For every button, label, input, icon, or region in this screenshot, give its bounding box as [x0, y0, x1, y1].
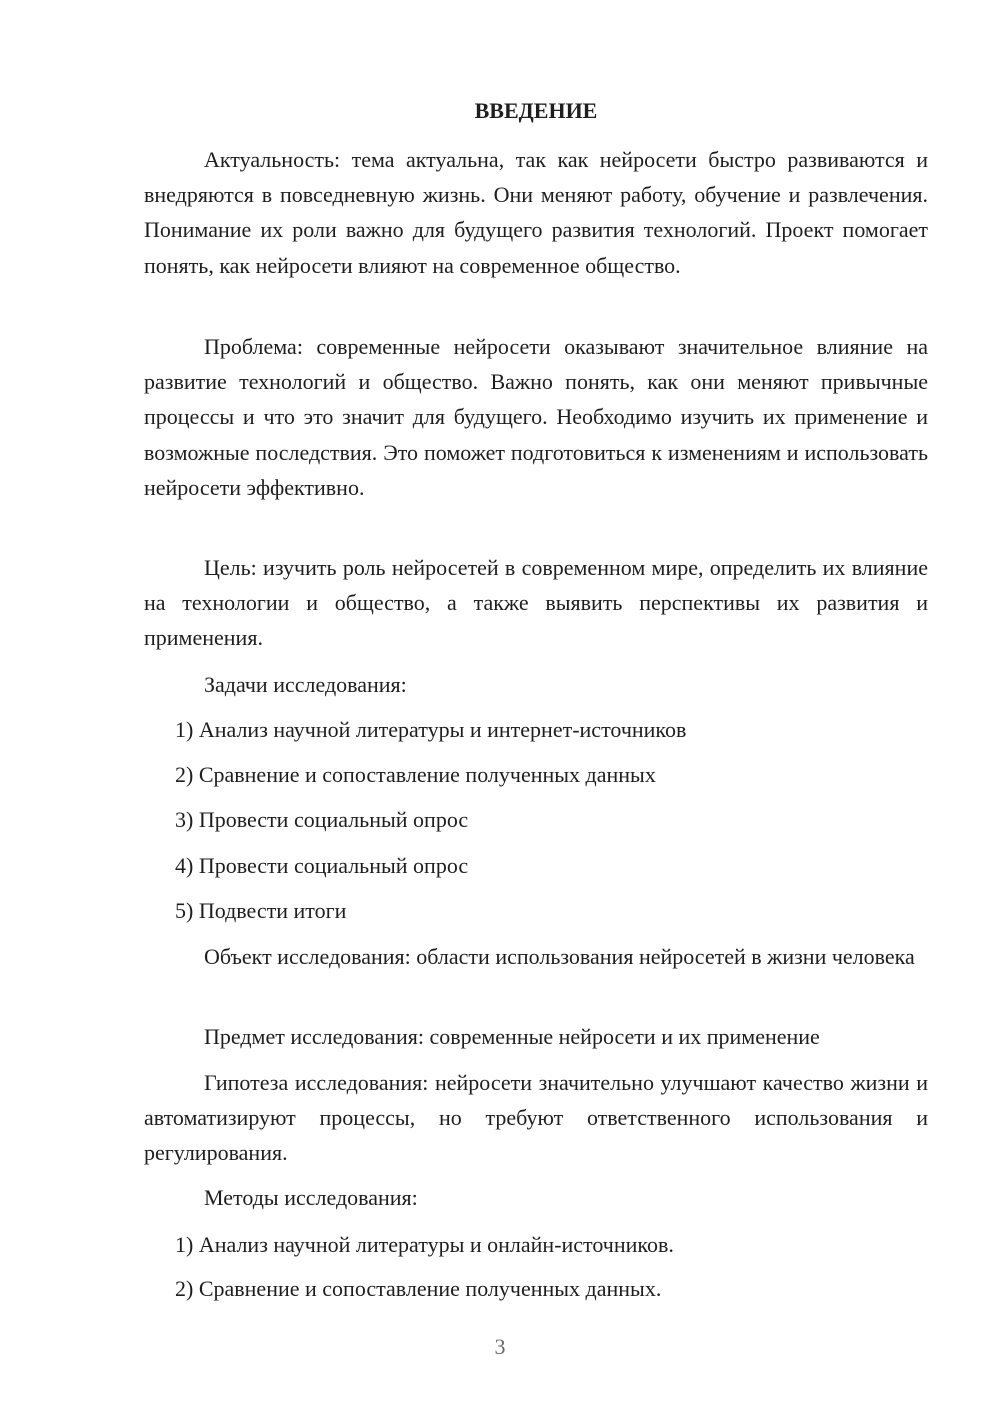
goal-paragraph: Цель: изучить роль нейросетей в современном мире, определить их влияние на технологии и общество, а также выявить перспективы их развития и применения. — [144, 555, 928, 651]
task-item: 1) Анализ научной литературы и интернет-источников — [175, 717, 687, 742]
tasks-heading: Задачи исследования: — [204, 672, 407, 697]
object-paragraph: Объект исследования: области использования нейросетей в жизни человека — [204, 944, 915, 969]
problem-paragraph: Проблема: современные нейросети оказывают значительное влияние на развитие технологий и общество. Важно понять, как они меняют привычные процессы и что это значит для будущего. Необходимо изучить их применение и возможные последствия. Это поможет подготовиться к изменениям и использовать нейросети эффективно. — [144, 334, 928, 500]
task-item: 2) Сравнение и сопоставление полученных данных — [175, 762, 656, 787]
page-number: 3 — [494, 1334, 506, 1359]
task-item: 3) Провести социальный опрос — [175, 807, 469, 832]
methods-heading: Методы исследования: — [204, 1185, 418, 1210]
task-item: 4) Провести социальный опрос — [175, 853, 469, 878]
method-item: 1) Анализ научной литературы и онлайн-источников. — [175, 1232, 674, 1257]
hypothesis-paragraph: Гипотеза исследования: нейросети значительно улучшают качество жизни и автоматизируют процессы, но требуют ответственного использования и регулирования. — [144, 1070, 928, 1166]
task-item: 5) Подвести итоги — [175, 898, 347, 923]
method-item: 2) Сравнение и сопоставление полученных данных. — [175, 1276, 662, 1301]
relevance-paragraph: Актуальность: тема актуальна, так как нейросети быстро развиваются и внедряются в повседневную жизнь. Они меняют работу, обучение и развлечения. Понимание их роли важно для будущего развития технологий. Проект помогает понять, как нейросети влияют на современное общество. — [144, 147, 928, 278]
subject-paragraph: Предмет исследования: современные нейросети и их применение — [204, 1024, 820, 1049]
page-title: ВВЕДЕНИЕ — [474, 98, 598, 123]
